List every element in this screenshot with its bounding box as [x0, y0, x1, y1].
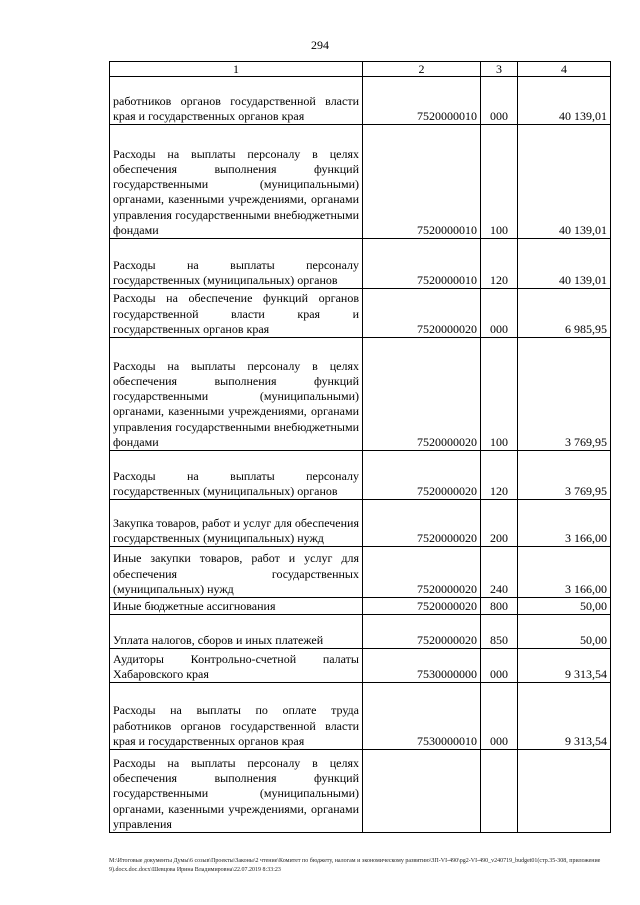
- row-amount: 3 166,00: [518, 547, 611, 598]
- row-amount: 3 769,95: [518, 338, 611, 451]
- table-row: [110, 125, 611, 239]
- row-name: Расходы на выплаты персоналу в целях обеспечения выполнения функций государственными (муниципальными) органами, казенными учреждениями, органами управления государственными внебюджетными фондами: [110, 338, 363, 451]
- row-amount: 50,00: [518, 615, 611, 649]
- row-type: 800: [481, 598, 518, 615]
- table-row: [110, 338, 611, 451]
- row-amount: 9 313,54: [518, 683, 611, 750]
- row-code: [363, 750, 481, 833]
- row-code: 7520000020: [363, 338, 481, 451]
- row-amount: 3 166,00: [518, 500, 611, 547]
- row-type: 000: [481, 683, 518, 750]
- file-path-footer: M:\Итоговые документы Думы\6 созыв\Проекты\Законы\2 чтение\Комитет по бюджету, налогам и экономическому развитию\ЗП-VI-490\pg2-VI-490_v240719_budget01(стр.35-308, приложение 9).docx.doc.docx\Шевцова Ирина Владимировна\22.07.2019 8:33:23: [109, 858, 601, 873]
- col-header-code: 2: [363, 62, 481, 77]
- row-name: Иные закупки товаров, работ и услуг для обеспечения государственных (муниципальных) нужд: [110, 547, 363, 598]
- row-amount: 40 139,01: [518, 125, 611, 239]
- row-amount: 9 313,54: [518, 649, 611, 683]
- row-name: Расходы на выплаты персоналу в целях обеспечения выполнения функций государственными (муниципальными) органами, казенными учреждениями, органами управления: [110, 750, 363, 833]
- row-amount: 3 769,95: [518, 451, 611, 500]
- row-type: 000: [481, 649, 518, 683]
- row-name: Аудиторы Контрольно-счетной палаты Хабаровского края: [110, 649, 363, 683]
- row-name: Иные бюджетные ассигнования: [110, 598, 363, 615]
- page-number: 294: [311, 38, 329, 52]
- row-code: 7520000020: [363, 547, 481, 598]
- row-amount: 50,00: [518, 598, 611, 615]
- row-name: Расходы на обеспечение функций органов государственной власти края и государственных органов края: [110, 289, 363, 338]
- table-row: [110, 289, 611, 338]
- col-header-type: 3: [481, 62, 518, 77]
- row-name: Расходы на выплаты персоналу государственных (муниципальных) органов: [110, 239, 363, 289]
- col-header-name: 1: [110, 62, 363, 77]
- table-row: [110, 598, 611, 615]
- row-name: Расходы на выплаты персоналу государственных (муниципальных) органов: [110, 451, 363, 500]
- budget-table: [109, 61, 611, 833]
- row-type: 200: [481, 500, 518, 547]
- row-type: 100: [481, 125, 518, 239]
- row-amount: [518, 750, 611, 833]
- table-row: [110, 451, 611, 500]
- row-code: 7520000020: [363, 289, 481, 338]
- row-code: 7530000010: [363, 683, 481, 750]
- table-row: [110, 77, 611, 125]
- col-header-amount: 4: [518, 62, 611, 77]
- table-row: [110, 750, 611, 833]
- row-name: Расходы на выплаты персоналу в целях обеспечения выполнения функций государственными (муниципальными) органами, казенными учреждениями, органами управления государственными внебюджетными фондами: [110, 125, 363, 239]
- row-type: 000: [481, 77, 518, 125]
- row-code: 7520000020: [363, 598, 481, 615]
- table-row: [110, 239, 611, 289]
- row-type: 120: [481, 239, 518, 289]
- row-name: работников органов государственной власти края и государственных органов края: [110, 77, 363, 125]
- row-type: 850: [481, 615, 518, 649]
- row-type: 100: [481, 338, 518, 451]
- row-amount: 40 139,01: [518, 77, 611, 125]
- row-code: 7520000020: [363, 451, 481, 500]
- table-row: [110, 683, 611, 750]
- row-type: 240: [481, 547, 518, 598]
- row-name: Закупка товаров, работ и услуг для обеспечения государственных (муниципальных) нужд: [110, 500, 363, 547]
- row-code: 7520000020: [363, 500, 481, 547]
- table-row: [110, 615, 611, 649]
- header-row: [110, 62, 611, 77]
- table-row: [110, 547, 611, 598]
- row-code: 7520000020: [363, 615, 481, 649]
- table-row: [110, 500, 611, 547]
- row-type: 000: [481, 289, 518, 338]
- row-amount: 6 985,95: [518, 289, 611, 338]
- table-row: [110, 649, 611, 683]
- row-code: 7520000010: [363, 125, 481, 239]
- row-name: Расходы на выплаты по оплате труда работников органов государственной власти края и государственных органов края: [110, 683, 363, 750]
- row-amount: 40 139,01: [518, 239, 611, 289]
- row-code: 7520000010: [363, 77, 481, 125]
- row-type: [481, 750, 518, 833]
- row-code: 7520000010: [363, 239, 481, 289]
- row-code: 7530000000: [363, 649, 481, 683]
- row-name: Уплата налогов, сборов и иных платежей: [110, 615, 363, 649]
- row-type: 120: [481, 451, 518, 500]
